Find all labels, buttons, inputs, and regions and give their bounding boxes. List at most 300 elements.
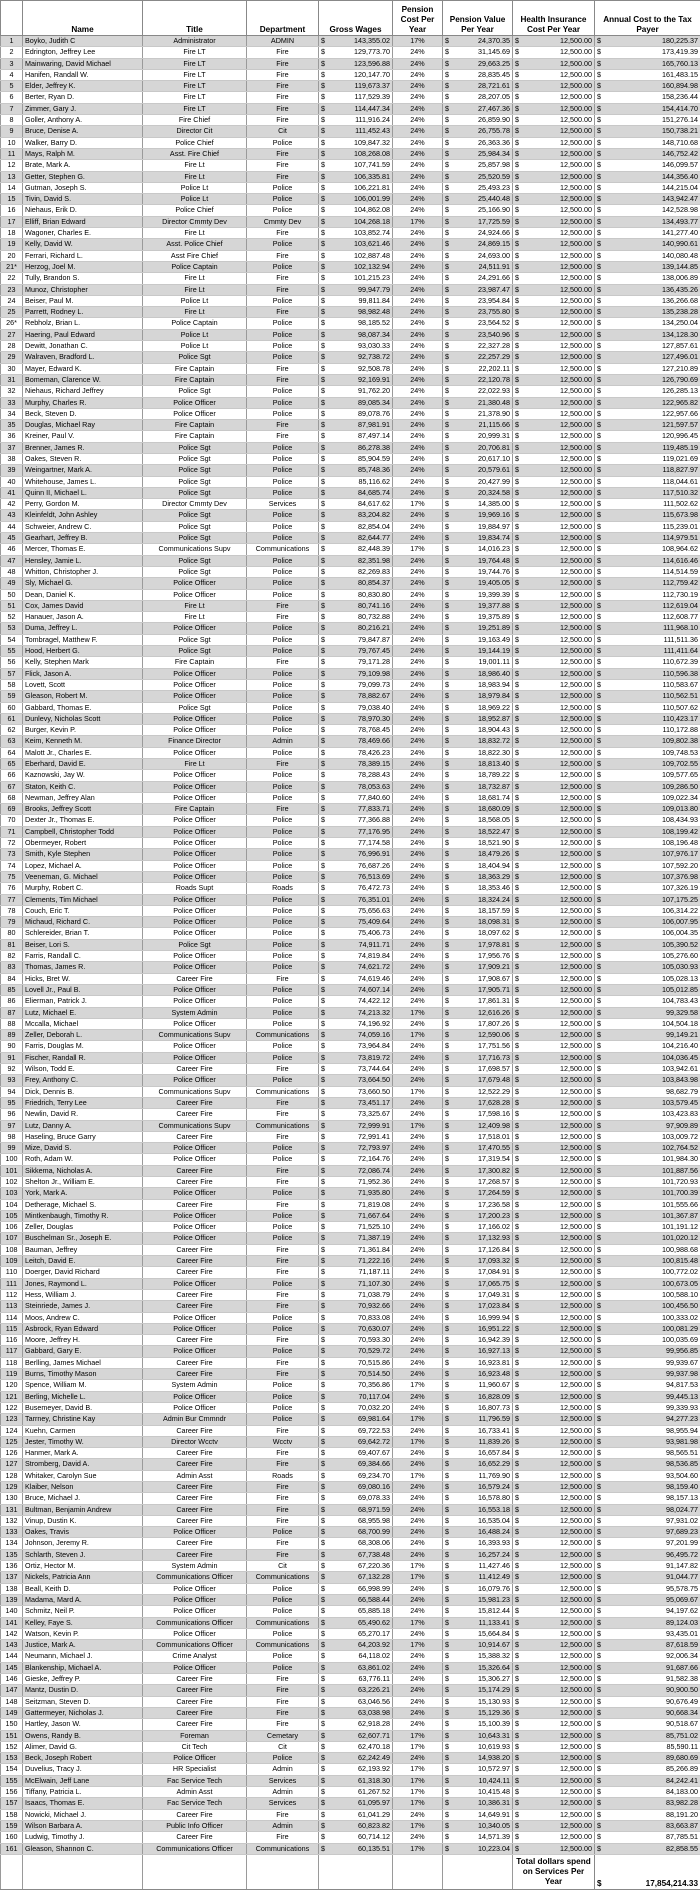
gross-wages [319,1651,393,1662]
pension-value [443,352,513,363]
health-insurance [513,996,595,1007]
pension-value [443,1606,513,1617]
table-row [1,1109,700,1120]
pension-value-value: 15,388.32 [478,1651,510,1660]
gross-wages [319,1267,393,1278]
annual-cost [595,1787,700,1798]
annual-cost [595,1504,700,1515]
table-row [1,1323,700,1334]
health-insurance [513,1549,595,1560]
department: Police [247,566,319,577]
job-title: System Admin [143,1561,247,1572]
annual-cost [595,702,700,713]
pension-value [443,939,513,950]
currency-symbol: $ [515,1719,519,1729]
pension-value [443,1798,513,1809]
job-title: Admin Bur Cmmndr [143,1414,247,1425]
currency-symbol: $ [597,1211,601,1221]
pension-rate: 24% [393,137,443,148]
row-index: 67 [1,781,23,792]
annual-cost [595,713,700,724]
gross-wages-value: 60,135.51 [358,1844,390,1853]
annual-cost [595,792,700,803]
pension-value-value: 20,617.10 [478,454,510,463]
gross-wages-value: 65,885.18 [358,1606,390,1615]
currency-symbol: $ [597,895,601,905]
gross-wages [319,160,393,171]
annual-cost [595,1222,700,1233]
pension-rate: 24% [393,250,443,261]
health-insurance-value: 12,500.00 [560,341,592,350]
row-index: 34 [1,408,23,419]
department: Admin [247,1764,319,1775]
currency-symbol: $ [321,1516,325,1526]
currency-symbol: $ [597,1561,601,1571]
annual-cost [595,815,700,826]
department: Fire [247,1685,319,1696]
currency-symbol: $ [515,1731,519,1741]
currency-symbol: $ [515,1764,519,1774]
header-gross-wages: Gross Wages [319,1,393,36]
department: Admin [247,736,319,747]
pension-value [443,216,513,227]
job-title: Asst Fire Chief [143,250,247,261]
currency-symbol: $ [515,646,519,656]
employee-name: Perry, Gordon M. [23,499,143,510]
pension-value-value: 19,399.39 [478,590,510,599]
annual-cost [595,1199,700,1210]
job-title: Career Fire [143,1425,247,1436]
currency-symbol: $ [597,1606,601,1616]
pension-value-value: 17,093.32 [478,1256,510,1265]
department: Admin [247,1787,319,1798]
department: Fire [247,228,319,239]
gross-wages [319,544,393,555]
pension-rate: 24% [393,1323,443,1334]
table-row [1,1278,700,1289]
pension-rate: 24% [393,1425,443,1436]
department: Fire [247,1549,319,1560]
row-index: 127 [1,1459,23,1470]
currency-symbol: $ [515,1233,519,1243]
table-row [1,713,700,724]
currency-symbol: $ [321,1844,325,1854]
department: Police [247,352,319,363]
department: Fire [247,1109,319,1120]
annual-cost [595,781,700,792]
health-insurance [513,1651,595,1662]
health-insurance-value: 12,500.00 [560,1448,592,1457]
pension-value [443,1165,513,1176]
health-insurance-value: 12,500.00 [560,759,592,768]
job-title: Career Fire [143,1549,247,1560]
employee-name: Isaacs, Thomas E. [23,1798,143,1809]
health-insurance [513,1244,595,1255]
health-insurance-value: 12,500.00 [560,1437,592,1446]
department: Cemetary [247,1730,319,1741]
pension-value-value: 10,223.04 [478,1844,510,1853]
table-row [1,171,700,182]
row-index: 72 [1,838,23,849]
pension-value [443,205,513,216]
pension-value [443,1109,513,1120]
pension-value-value: 16,923.81 [478,1358,510,1367]
health-insurance [513,205,595,216]
annual-cost [595,1764,700,1775]
currency-symbol: $ [597,1053,601,1063]
annual-cost-value: 109,702.55 [662,759,698,768]
health-insurance [513,1583,595,1594]
currency-symbol: $ [445,92,449,102]
gross-wages-value: 70,833.08 [358,1313,390,1322]
pension-rate: 24% [393,871,443,882]
pension-value-value: 16,393.93 [478,1538,510,1547]
currency-symbol: $ [321,748,325,758]
currency-symbol: $ [515,793,519,803]
annual-cost [595,1561,700,1572]
currency-symbol: $ [597,623,601,633]
currency-symbol: $ [597,183,601,193]
currency-symbol: $ [445,838,449,848]
department: Fire [247,1131,319,1142]
currency-symbol: $ [515,443,519,453]
table-row [1,657,700,668]
pension-rate: 24% [393,1594,443,1605]
pension-value-value: 17,751.56 [478,1041,510,1050]
annual-cost-value: 103,843.98 [662,1075,698,1084]
row-index: 80 [1,928,23,939]
currency-symbol: $ [321,601,325,611]
department: Police [247,1391,319,1402]
department: Police [247,137,319,148]
job-title: Career Fire [143,1064,247,1075]
gross-wages-value: 67,132.28 [358,1572,390,1581]
currency-symbol: $ [321,1087,325,1097]
gross-wages-value: 74,422.12 [358,996,390,1005]
pension-value-value: 18,097.62 [478,928,510,937]
pension-rate: 24% [393,171,443,182]
currency-symbol: $ [515,1053,519,1063]
row-index: 151 [1,1730,23,1741]
row-index: 64 [1,747,23,758]
currency-symbol: $ [597,160,601,170]
currency-symbol: $ [597,522,601,532]
employee-name: Rebholz, Brian L. [23,318,143,329]
row-index: 94 [1,1086,23,1097]
gross-wages [319,284,393,295]
row-index: 124 [1,1425,23,1436]
health-insurance-value: 12,500.00 [560,748,592,757]
pension-rate: 24% [393,826,443,837]
pension-rate: 24% [393,295,443,306]
annual-cost [595,1075,700,1086]
currency-symbol: $ [321,1324,325,1334]
health-insurance-value: 12,500.00 [560,623,592,632]
pension-value [443,679,513,690]
currency-symbol: $ [515,849,519,859]
gross-wages [319,905,393,916]
health-insurance-value: 12,500.00 [560,1041,592,1050]
row-index: 38 [1,453,23,464]
annual-cost [595,736,700,747]
health-insurance [513,442,595,453]
annual-cost-value: 96,495.72 [666,1550,698,1559]
annual-cost-value: 100,673.05 [662,1279,698,1288]
gross-wages-value: 86,278.38 [358,443,390,452]
job-title: Director Cmmty Dev [143,499,247,510]
health-insurance [513,137,595,148]
health-insurance [513,453,595,464]
pension-value-value: 19,884.97 [478,522,510,531]
currency-symbol: $ [597,590,601,600]
currency-symbol: $ [445,1527,449,1537]
gross-wages [319,420,393,431]
annual-cost-value: 100,081.29 [662,1324,698,1333]
currency-symbol: $ [597,409,601,419]
pension-rate: 24% [393,657,443,668]
currency-symbol: $ [515,1008,519,1018]
employee-name: Brooks, Jeffrey Scott [23,804,143,815]
employee-name: Haseling, Bruce Garry [23,1131,143,1142]
currency-symbol: $ [515,1538,519,1548]
gross-wages [319,442,393,453]
department: Police [247,510,319,521]
gross-wages [319,1278,393,1289]
currency-symbol: $ [445,623,449,633]
currency-symbol: $ [597,1719,601,1729]
currency-symbol: $ [597,1527,601,1537]
currency-symbol: $ [445,386,449,396]
job-title: Career Fire [143,1515,247,1526]
row-index: 87 [1,1007,23,1018]
pension-value [443,623,513,634]
gross-wages [319,555,393,566]
gross-wages [319,1176,393,1187]
pension-value [443,36,513,47]
row-index: 85 [1,984,23,995]
gross-wages [319,329,393,340]
currency-symbol: $ [321,533,325,543]
currency-symbol: $ [515,138,519,148]
annual-cost-value: 150,738.21 [662,126,698,135]
health-insurance [513,510,595,521]
gross-wages-value: 62,193.92 [358,1764,390,1773]
currency-symbol: $ [321,1030,325,1040]
gross-wages-value: 69,080.16 [358,1482,390,1491]
table-row [1,295,700,306]
pension-value-value: 10,914.67 [478,1640,510,1649]
currency-symbol: $ [597,251,601,261]
pension-value-value: 20,999.31 [478,431,510,440]
pension-value-value: 17,598.16 [478,1109,510,1118]
department: Police [247,205,319,216]
job-title: Communications Supv [143,1086,247,1097]
gross-wages [319,1369,393,1380]
department: Police [247,1414,319,1425]
row-index: 133 [1,1527,23,1538]
row-index: 18 [1,228,23,239]
table-row [1,1380,700,1391]
pension-value-value: 14,938.20 [478,1753,510,1762]
currency-symbol: $ [445,183,449,193]
currency-symbol: $ [597,1550,601,1560]
gross-wages [319,996,393,1007]
gross-wages [319,36,393,47]
department: Roads [247,1470,319,1481]
pension-rate: 24% [393,939,443,950]
row-index: 120 [1,1380,23,1391]
job-title: Admin Asst [143,1787,247,1798]
gross-wages [319,397,393,408]
pension-rate: 24% [393,1493,443,1504]
employee-name: Shelton Jr., William E. [23,1176,143,1187]
currency-symbol: $ [515,725,519,735]
gross-wages-value: 79,767.45 [358,646,390,655]
employee-name: Bruce, Michael J. [23,1493,143,1504]
currency-symbol: $ [445,104,449,114]
row-index: 159 [1,1820,23,1831]
health-insurance [513,1052,595,1063]
gross-wages-value: 61,267.52 [358,1787,390,1796]
pension-value-value: 23,755.80 [478,307,510,316]
pension-value-value: 18,363.29 [478,872,510,881]
health-insurance-value: 12,500.00 [560,1572,592,1581]
annual-cost [595,216,700,227]
job-title: Police Officer [143,1278,247,1289]
row-index: 2 [1,47,23,58]
totals-spacer [319,1854,393,1889]
pension-value [443,194,513,205]
row-index: 90 [1,1041,23,1052]
annual-cost [595,589,700,600]
currency-symbol: $ [445,725,449,735]
health-insurance-value: 12,500.00 [560,1821,592,1830]
pension-value [443,431,513,442]
annual-cost-value: 109,802.38 [662,736,698,745]
currency-symbol: $ [321,1267,325,1277]
currency-symbol: $ [597,1742,601,1752]
health-insurance-value: 12,500.00 [560,635,592,644]
health-insurance [513,1346,595,1357]
annual-cost-value: 114,616.46 [663,556,698,565]
pension-rate: 24% [393,261,443,272]
currency-symbol: $ [597,81,601,91]
table-row [1,420,700,431]
table-row [1,284,700,295]
header-pension-value: Pension Value Per Year [443,1,513,36]
currency-symbol: $ [515,386,519,396]
job-title: Police Officer [143,1210,247,1221]
health-insurance [513,894,595,905]
currency-symbol: $ [597,217,601,227]
pension-rate: 17% [393,1730,443,1741]
pension-value-value: 19,744.76 [478,567,510,576]
gross-wages-value: 108,268.08 [354,149,390,158]
annual-cost-value: 134,128.30 [662,330,698,339]
employee-name: Zimmer, Gary J. [23,103,143,114]
pension-rate: 24% [393,47,443,58]
department: Fire [247,160,319,171]
health-insurance [513,250,595,261]
employee-name: Kaznowski, Jay W. [23,770,143,781]
currency-symbol: $ [321,228,325,238]
currency-symbol: $ [321,770,325,780]
gross-wages [319,81,393,92]
gross-wages [319,1459,393,1470]
currency-symbol: $ [321,1109,325,1119]
row-index: 57 [1,668,23,679]
pension-value-value: 11,960.67 [479,1380,510,1389]
annual-cost-value: 100,035.69 [662,1335,698,1344]
table-row [1,1188,700,1199]
currency-symbol: $ [445,1550,449,1560]
currency-symbol: $ [597,759,601,769]
pension-value-value: 12,522.29 [478,1087,510,1096]
pension-value-value: 18,157.59 [478,906,510,915]
row-index: 77 [1,894,23,905]
table-row [1,194,700,205]
pension-rate: 24% [393,374,443,385]
pension-value-value: 17,065.75 [478,1279,510,1288]
annual-cost-value: 98,955.94 [666,1426,698,1435]
annual-cost-value: 90,518.67 [666,1719,698,1728]
table-row [1,951,700,962]
pension-rate: 24% [393,1165,443,1176]
annual-cost [595,476,700,487]
health-insurance-value: 12,500.00 [560,1177,592,1186]
annual-cost-value: 87,618.59 [666,1640,698,1649]
currency-symbol: $ [515,1177,519,1187]
gross-wages-value: 71,107.30 [358,1279,390,1288]
health-insurance [513,1391,595,1402]
pension-value [443,1143,513,1154]
pension-value-value: 10,572.97 [478,1764,510,1773]
gross-wages [319,171,393,182]
row-index: 136 [1,1561,23,1572]
annual-cost-value: 90,676.49 [666,1697,698,1706]
gross-wages-value: 74,911.71 [359,940,390,949]
job-title: Career Fire [143,1809,247,1820]
currency-symbol: $ [445,1358,449,1368]
currency-symbol: $ [321,1019,325,1029]
gross-wages [319,1470,393,1481]
pension-value [443,1052,513,1063]
currency-symbol: $ [515,1109,519,1119]
job-title: Police Sgt [143,476,247,487]
job-title: Police Officer [143,1041,247,1052]
pension-value-value: 17,268.57 [478,1177,510,1186]
annual-cost [595,1278,700,1289]
health-insurance-value: 12,500.00 [560,906,592,915]
health-insurance [513,702,595,713]
currency-symbol: $ [597,1030,601,1040]
pension-value-value: 20,427.99 [478,477,510,486]
gross-wages-value: 102,887.48 [354,251,390,260]
job-title: Police Officer [143,578,247,589]
gross-wages-value: 60,714.12 [358,1832,390,1841]
currency-symbol: $ [321,409,325,419]
table-row [1,1561,700,1572]
job-title: Career Fire [143,1357,247,1368]
table-row [1,510,700,521]
pension-rate: 24% [393,713,443,724]
table-row [1,499,700,510]
health-insurance [513,1707,595,1718]
currency-symbol: $ [321,646,325,656]
employee-name: Keim, Kenneth M. [23,736,143,747]
currency-symbol: $ [321,126,325,136]
currency-symbol: $ [515,1075,519,1085]
